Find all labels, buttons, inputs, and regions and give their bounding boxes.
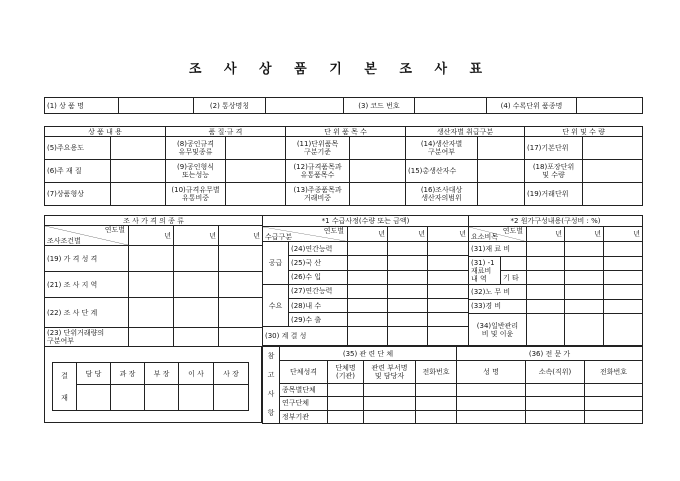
producer-division-label: (14)생산자별 구분여부 — [406, 137, 478, 160]
price-year-2: 년 — [174, 226, 219, 246]
sign-staff[interactable] — [77, 385, 111, 411]
cost-diagonal-header — [469, 227, 527, 242]
price-nature-cell-1[interactable] — [129, 246, 174, 272]
expert1-phone[interactable] — [585, 383, 643, 396]
unit-trade-cell-3[interactable] — [219, 328, 263, 347]
main-material-field[interactable] — [111, 160, 166, 183]
overhead-cell-2[interactable] — [565, 314, 604, 346]
main-item-share-label: (13)주종품목과 거래비중 — [286, 183, 350, 206]
breakdown-a-2[interactable] — [565, 256, 604, 270]
official-spec-label: (8)공인규격 유무및종류 — [166, 137, 226, 160]
price-year-3: 년 — [219, 226, 263, 246]
expert2-affiliation[interactable] — [526, 397, 585, 410]
industry-name[interactable] — [328, 383, 364, 396]
experts-header: (36) 전 문 가 — [457, 347, 643, 361]
expert2-name[interactable] — [457, 397, 526, 410]
header-unit-items: 단 위 품 목 수 — [286, 127, 406, 137]
domestic-cell-2[interactable] — [388, 256, 428, 270]
expert2-phone[interactable] — [585, 397, 643, 410]
expense-cell-1[interactable] — [527, 299, 565, 313]
product-name-label: (1) 상 품 명 — [45, 98, 119, 114]
cost-element-row-label: 요소비목 — [471, 233, 499, 242]
total-producers-label: (15)총생산자수 — [406, 160, 478, 183]
group-row-industry: 종목별단체 — [280, 383, 328, 396]
material-cell-2[interactable] — [565, 242, 604, 256]
role-president: 사 장 — [214, 363, 249, 385]
approval-table — [52, 362, 249, 411]
header-quality-spec: 품 질·규 격 — [166, 127, 286, 137]
expert1-affiliation[interactable] — [526, 383, 585, 396]
cost-year-col-label: 연도별 — [502, 227, 523, 236]
export-cell-3[interactable] — [428, 313, 469, 327]
role-director: 이 사 — [179, 363, 214, 385]
role-staff: 담 당 — [77, 363, 111, 385]
demand-cap-cell-3[interactable] — [428, 284, 469, 298]
package-unit-field[interactable] — [583, 160, 643, 183]
supply-cap-cell-1[interactable] — [348, 242, 388, 256]
domestic-demand-label: (28)내 수 — [289, 298, 348, 312]
price-nature-cell-3[interactable] — [219, 246, 263, 272]
form-title: 조 사 상 품 기 본 조 사 표 — [188, 62, 492, 77]
supply-year-1: 년 — [348, 226, 388, 241]
cost-year-1: 년 — [527, 227, 565, 242]
industry-phone[interactable] — [416, 383, 457, 396]
group-nature-col: 단체성격 — [280, 361, 328, 384]
price-type-table — [44, 215, 263, 347]
supply-year-3: 년 — [428, 226, 469, 241]
basic-unit-field[interactable] — [583, 137, 643, 160]
survey-region-cell-1[interactable] — [129, 272, 174, 298]
trade-unit-field[interactable] — [583, 183, 643, 206]
supply-year-2: 년 — [388, 226, 428, 241]
role-department-head: 부 장 — [145, 363, 179, 385]
product-name-field[interactable] — [119, 98, 194, 114]
government-name[interactable] — [328, 410, 364, 423]
official-type-label: (9)공인형식 또는성능 — [166, 160, 226, 183]
expert-name-col: 성 명 — [457, 361, 526, 384]
expert-affiliation-col: 소속(직위) — [526, 361, 585, 384]
total-producers-field[interactable] — [478, 160, 525, 183]
price-diagonal-header — [45, 226, 129, 246]
research-dept[interactable] — [364, 397, 416, 410]
export-cell-2[interactable] — [388, 313, 428, 327]
product-shape-field[interactable] — [111, 183, 166, 206]
industry-dept[interactable] — [364, 383, 416, 396]
supply-demand-table — [262, 215, 469, 346]
unit-variety-field[interactable] — [577, 98, 643, 114]
expert3-name[interactable] — [457, 410, 526, 423]
supply-year-col-label: 연도별 — [323, 226, 344, 235]
main-material-label: (6)주 재 질 — [45, 160, 111, 183]
approval-side-label: 결 재 — [53, 363, 77, 411]
producer-scope-field[interactable] — [478, 183, 525, 206]
group-row-research: 연구단체 — [280, 397, 328, 410]
main-use-label: (5)주요용도 — [45, 137, 111, 160]
total-cell-1[interactable] — [348, 327, 388, 346]
other-cell-1[interactable] — [527, 271, 565, 285]
supply-class-row-label: 수급구분 — [265, 233, 293, 242]
header-product-content: 상 품 내 용 — [45, 127, 166, 137]
domestic-production-label: (25)국 산 — [289, 256, 348, 270]
trade-unit-label: (19)거래단위 — [525, 183, 583, 206]
unit-trade-cell-2[interactable] — [174, 328, 219, 347]
other-label: 기 타 — [501, 271, 527, 285]
official-spec-field[interactable] — [226, 137, 286, 160]
labor-cell-3[interactable] — [604, 285, 643, 299]
demand-cap-cell-2[interactable] — [388, 284, 428, 298]
price-nature-label: (19) 가 격 성 격 — [45, 246, 129, 272]
expert3-phone[interactable] — [585, 410, 643, 423]
survey-stage-cell-3[interactable] — [219, 298, 263, 328]
role-section-chief: 과 장 — [111, 363, 145, 385]
domestic-demand-cell-2[interactable] — [388, 298, 428, 312]
price-type-header: 조 사 가 격 의 종 류 — [45, 216, 263, 226]
supply-annual-capacity-label: (24)연간능력 — [289, 242, 348, 256]
group-phone-col: 전화번호 — [416, 361, 457, 384]
cost-composition-header: *2 원가구성내용(구성비 : %) — [469, 216, 643, 227]
spec-distribution-label: (10)규격유무별 유통비중 — [166, 183, 226, 206]
supply-group-label: 공급 — [263, 242, 289, 285]
survey-stage-cell-2[interactable] — [174, 298, 219, 328]
material-cost-label: (31)재 료 비 — [469, 242, 527, 256]
other-cell-2[interactable] — [565, 271, 604, 285]
breakdown-a-3[interactable] — [604, 256, 643, 270]
survey-region-cell-3[interactable] — [219, 272, 263, 298]
group-name-col: 단체명 (기관) — [328, 361, 364, 384]
labor-cell-1[interactable] — [527, 285, 565, 299]
reference-side-label: 참 고 사 항 — [263, 347, 280, 424]
header-unit-quantity: 단 위 및 수 량 — [525, 127, 643, 137]
total-cell-2[interactable] — [388, 327, 428, 346]
expert1-name[interactable] — [457, 383, 526, 396]
survey-stage-label: (22) 조 사 단 계 — [45, 298, 129, 328]
unit-trade-cell-1[interactable] — [129, 328, 174, 347]
code-number-label: (3) 코드 번호 — [344, 98, 415, 114]
group-dept-col: 관련 부서명 및 담당자 — [364, 361, 416, 384]
sign-president[interactable] — [214, 385, 249, 411]
main-use-field[interactable] — [111, 137, 166, 160]
domestic-demand-cell-1[interactable] — [348, 298, 388, 312]
expert3-affiliation[interactable] — [526, 410, 585, 423]
spec-item-count-label: (12)규격품목과 유통품목수 — [286, 160, 350, 183]
overhead-cell-3[interactable] — [604, 314, 643, 346]
survey-region-label: (21) 조 사 지 역 — [45, 272, 129, 298]
unit-variety-label: (4) 수록단위 품종명 — [487, 98, 577, 114]
labor-cell-2[interactable] — [565, 285, 604, 299]
expert-phone-col: 전화번호 — [585, 361, 643, 384]
material-breakdown-item[interactable] — [501, 256, 527, 270]
labor-cost-label: (32)노 무 비 — [469, 285, 527, 299]
unit-item-basis-label: (11)단위품목 구분기준 — [286, 137, 350, 160]
identification-table — [44, 97, 643, 114]
producer-scope-label: (16)조사대상 생산자의범위 — [406, 183, 478, 206]
basic-unit-label: (17)기본단위 — [525, 137, 583, 160]
survey-region-cell-2[interactable] — [174, 272, 219, 298]
spec-item-count-field[interactable] — [350, 160, 406, 183]
import-label: (26)수 입 — [289, 270, 348, 284]
demand-annual-capacity-label: (27)연간능력 — [289, 284, 348, 298]
overhead-profit-label: (34)일반관리 비 및 이윤 — [469, 314, 527, 346]
demand-cap-cell-1[interactable] — [348, 284, 388, 298]
domestic-cell-1[interactable] — [348, 256, 388, 270]
price-year-col-label: 연도별 — [104, 226, 125, 234]
related-groups-header: (35) 관 련 단 체 — [280, 347, 457, 361]
price-nature-cell-2[interactable] — [174, 246, 219, 272]
unit-item-basis-field[interactable] — [350, 137, 406, 160]
export-label: (29)수 출 — [289, 313, 348, 327]
package-unit-label: (18)포장단위 및 수량 — [525, 160, 583, 183]
unit-trade-volume-label: (23) 단위거래량의 구분여부 — [45, 328, 129, 347]
export-cell-1[interactable] — [348, 313, 388, 327]
import-cell-2[interactable] — [388, 270, 428, 284]
import-cell-1[interactable] — [348, 270, 388, 284]
price-condition-row-label: 조사조건별 — [47, 237, 81, 245]
official-type-field[interactable] — [226, 160, 286, 183]
code-number-field[interactable] — [415, 98, 487, 114]
expense-cell-2[interactable] — [565, 299, 604, 313]
supply-cap-cell-2[interactable] — [388, 242, 428, 256]
supply-cap-cell-3[interactable] — [428, 242, 469, 256]
product-content-table — [44, 126, 643, 206]
material-cell-3[interactable] — [604, 242, 643, 256]
main-item-share-field[interactable] — [350, 183, 406, 206]
price-year-1: 년 — [129, 226, 174, 246]
sign-director[interactable] — [179, 385, 214, 411]
import-cell-3[interactable] — [428, 270, 469, 284]
header-producer-class: 생산자별 취급구분 — [406, 127, 525, 137]
material-breakdown-label: (31) -1 재료비 내 역 — [469, 256, 501, 285]
research-phone[interactable] — [416, 397, 457, 410]
material-cell-1[interactable] — [527, 242, 565, 256]
government-phone[interactable] — [416, 410, 457, 423]
group-row-government: 정부기관 — [280, 410, 328, 423]
research-name[interactable] — [328, 397, 364, 410]
breakdown-a-1[interactable] — [527, 256, 565, 270]
overhead-cell-1[interactable] — [527, 314, 565, 346]
government-dept[interactable] — [364, 410, 416, 423]
cost-year-2: 년 — [565, 227, 604, 242]
domestic-cell-3[interactable] — [428, 256, 469, 270]
sign-department-head[interactable] — [145, 385, 179, 411]
sign-section-chief[interactable] — [111, 385, 145, 411]
reference-table — [262, 346, 643, 424]
expense-cell-3[interactable] — [604, 299, 643, 313]
product-shape-label: (7)상품형상 — [45, 183, 111, 206]
demand-group-label: 수요 — [263, 284, 289, 327]
supply-diagonal-header — [263, 226, 348, 241]
producer-division-field[interactable] — [478, 137, 525, 160]
survey-stage-cell-1[interactable] — [129, 298, 174, 328]
cost-year-3: 년 — [604, 227, 643, 242]
spec-distribution-field[interactable] — [226, 183, 286, 206]
expense-label: (33)경 비 — [469, 299, 527, 313]
supply-total-label: (30) 계 결 성 — [263, 327, 348, 346]
common-name-label: (2) 통상명칭 — [194, 98, 266, 114]
supply-demand-header: *1 수급사정(수량 또는 금액) — [263, 216, 469, 227]
domestic-demand-cell-3[interactable] — [428, 298, 469, 312]
other-cell-3[interactable] — [604, 271, 643, 285]
common-name-field[interactable] — [266, 98, 344, 114]
total-cell-3[interactable] — [428, 327, 469, 346]
cost-composition-table — [468, 215, 643, 346]
